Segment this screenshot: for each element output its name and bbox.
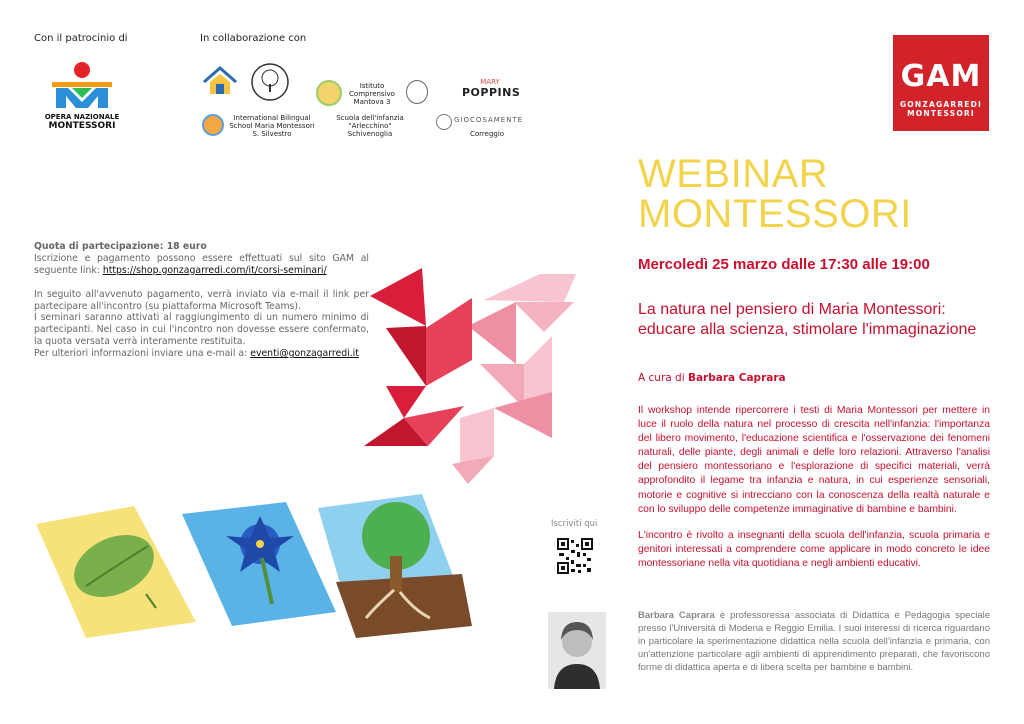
event-date: Mercoledì 25 marzo dalle 17:30 alle 19:00: [638, 256, 930, 273]
speaker-bio: [638, 609, 990, 674]
description-paragraph-2: L'incontro è rivolto a insegnanti della scuola dell'infanzia, scuola primaria e genitori interessati a comprendere come applicare in modo concreto le idee montessoriane nella vita quotidiana e negli ambienti educativi.: [638, 529, 990, 569]
mary-poppins-logo: MARY POPPINS: [462, 78, 521, 99]
participation-info: [34, 241, 369, 360]
curator-name: Barbara Caprara: [687, 372, 786, 384]
montessori-puzzle-cards: [36, 486, 512, 652]
tangram-pink-piece: [468, 302, 516, 364]
bio-text: è professoressa associata di Didattica e Pedagogia speciale presso l'Università di Modena e Reggio Emilia. I suoi interessi di ricerca riguardano in particolare la sperimentazione didattica nella scuola dell'infanzia e primaria, con un'attenzione particolare agli ambienti di apprendimento preparati, che favoriscono forme di didattica aperta e di libera scelta per bambine e bambini.: [638, 610, 990, 673]
email-link[interactable]: eventi@gonzagarredi.it: [250, 348, 359, 360]
leaf-puzzle-card: [36, 506, 196, 638]
webinar-title-line2: MONTESSORI: [638, 192, 912, 236]
collaborazione-label: In collaborazione con: [200, 33, 307, 44]
sponsor-name-line1: OPERA NAZIONALE: [44, 113, 120, 121]
tree-seal-logo: [250, 62, 290, 102]
gam-brand-logo: [893, 35, 989, 131]
istituto-comprensivo-logo: [200, 62, 240, 102]
fee-text: Quota di partecipazione: 18 euro: [34, 241, 207, 252]
gam-line2: MONTESSORI: [907, 109, 975, 118]
mantova-badge-icon: [316, 80, 342, 106]
house-icon: [200, 62, 240, 102]
giocosamente-circle-icon: [436, 114, 452, 130]
gam-line1: GONZAGARREDI: [899, 100, 983, 109]
tree-puzzle-card: [318, 494, 472, 638]
webinar-title-line1: WEBINAR: [638, 152, 829, 196]
contact-text: Per ulteriori informazioni inviare una e-mail a:: [34, 348, 248, 360]
talk-title: La natura nel pensiero di Maria Montessori: educare alla scienza, stimolare l'immaginazione: [638, 301, 977, 338]
tangram-red-piece: [386, 386, 426, 418]
curator-line: [638, 372, 786, 384]
tangram-red-piece: [386, 326, 426, 386]
gam-logo-text: GAM: [900, 59, 982, 94]
patrocinio-label: Con il patrocinio di: [34, 33, 128, 44]
montessori-figure-icon: [36, 60, 128, 110]
description-paragraph-1: Il workshop intende ripercorrere i testi di Maria Montessori per mettere in luce il ruolo della natura nel processo di crescita nell'infanzia: l'importanza del libero movimento, l'educazione scientifica e l'osservazione dei fenomeni naturali, delle piante, degli animali e delle loro relazioni. Attraverso l'analisi del pensiero montessoriano e l'esplorazione di specifici materiali, verrà approfondito il legame tra infanzia e natura, in cui esperienze sensoriali, motorie e cognitive si intrecciano con la conoscenza della realtà naturale e con lo sviluppo delle competenze immaginative di bambine e bambini.: [638, 405, 990, 515]
tangram-birds-illustration: [364, 268, 619, 488]
tangram-pink-piece: [480, 364, 524, 408]
flower-puzzle-card: [182, 502, 336, 626]
payment-info-text: In seguito all'avvenuto pagamento, verrà inviato via e-mail il link per partecipare all'incontro (su piattaforma Microsoft Teams).: [34, 288, 369, 312]
sponsor-name-line2: MONTESSORI: [48, 120, 116, 131]
tangram-pink-piece: [514, 302, 574, 332]
italian-republic-emblem-icon: [406, 80, 428, 104]
opera-nazionale-montessori-logo: [36, 60, 128, 132]
tangram-pink-piece: [452, 456, 494, 484]
seminar-activation-text: I seminari saranno attivati al raggiungimento di un numero minimo di partecipanti. Nel caso in cui l'incontro non dovesse essere confermato, la quota versata verrà interamente restituita.: [34, 312, 369, 348]
qr-code-icon[interactable]: [557, 538, 593, 574]
tree-seal-icon: [250, 62, 290, 102]
curator-prefix: A cura di: [638, 372, 685, 384]
registration-text: Iscrizione e pagamento possono essere effettuati sul sito GAM al seguente link:: [34, 252, 369, 276]
shop-link[interactable]: https://shop.gonzagarredi.com/it/corsi-seminari/: [102, 264, 327, 276]
sun-icon: [202, 114, 224, 136]
bio-name: Barbara Caprara: [638, 610, 715, 621]
tangram-red-piece: [426, 298, 472, 386]
partner-arlecchino: Scuola dell'infanzia "Arlecchino" Schivenoglia: [336, 114, 404, 139]
tangram-pink-piece: [484, 274, 576, 302]
workshop-description: [638, 404, 990, 571]
barbara-caprara-photo: [548, 612, 606, 689]
signup-label: Iscriviti qui: [551, 519, 598, 529]
tangram-red-piece: [370, 268, 426, 326]
tangram-pink-piece: [460, 408, 494, 464]
webinar-title: [638, 154, 912, 234]
